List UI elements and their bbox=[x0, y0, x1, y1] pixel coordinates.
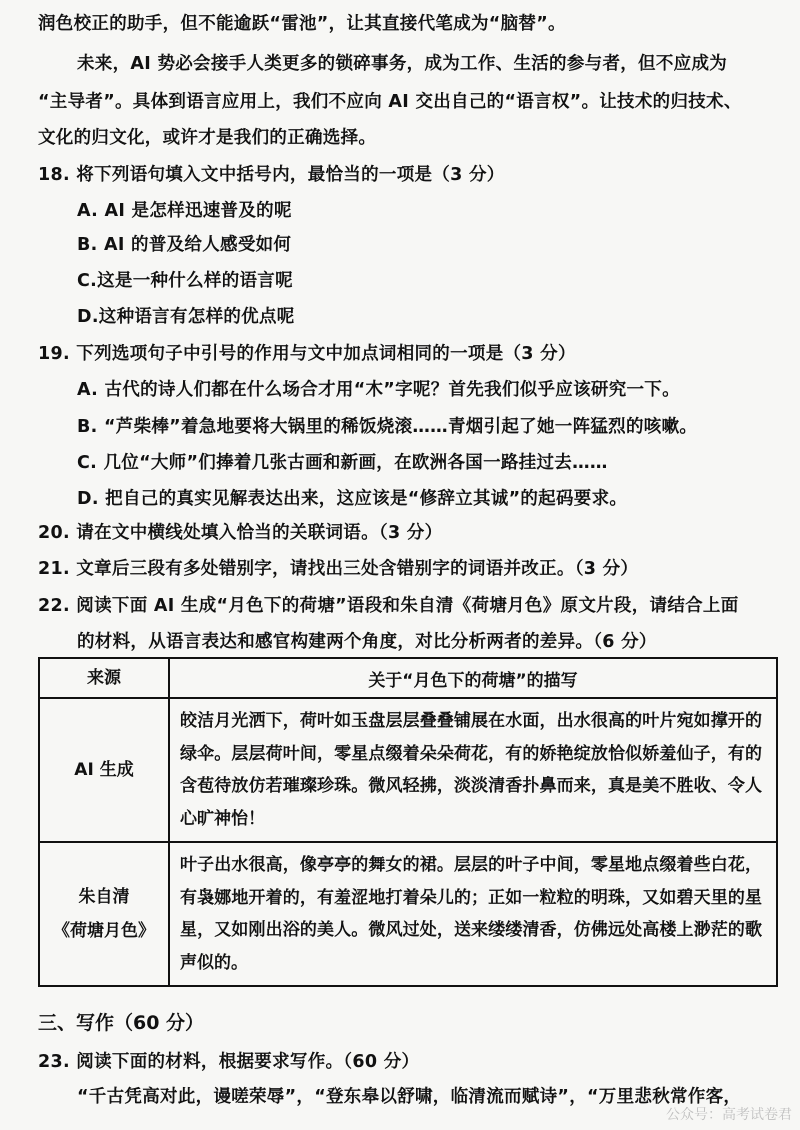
question-19-option-b: B. “芦柴棒”着急地要将大锅里的稀饭烧滚……青烟引起了她一阵猛烈的咳嗽。 bbox=[77, 417, 698, 437]
question-20-stem: 20. 请在文中横线处填入恰当的关联词语。（3 分） bbox=[38, 523, 443, 543]
source-label: AI 生成 bbox=[74, 760, 134, 780]
watermark: 公众号：高考试卷君 bbox=[666, 1107, 792, 1123]
question-23-material-line-1: “千古凭高对此，谩嗟荣辱”，“登东皋以舒啸，临清流而赋诗”，“万里悲秋常作客， bbox=[77, 1087, 742, 1107]
question-19-option-d: D. 把自己的真实见解表达出来，这应该是“修辞立其诚”的起码要求。 bbox=[77, 489, 628, 509]
table-header-description: 关于“月色下的荷塘”的描写 bbox=[169, 658, 777, 698]
table-cell-source-ai bbox=[39, 698, 169, 842]
passage-line-1: 润色校正的助手，但不能逾跃“雷池”，让其直接代笔成为“脑替”。 bbox=[38, 14, 566, 34]
question-23-stem: 23. 阅读下面的材料，根据要求写作。（60 分） bbox=[38, 1052, 420, 1072]
table-cell-text-ai: 皎洁月光洒下，荷叶如玉盘层层叠叠铺展在水面，出水很高的叶片宛如撑开的绿伞。层层荷叶间，零星点缀着朵朵荷花，有的娇艳绽放恰似娇羞仙子，有的含苞待放仿若璀璨珍珠。微风轻拂，淡淡清香扑鼻而来，真是美不胜收、令人心旷神怡！ bbox=[169, 698, 777, 842]
table-cell-source-zhu bbox=[39, 842, 169, 986]
comparison-table bbox=[38, 657, 778, 987]
passage-line-3: “主导者”。具体到语言应用上，我们不应向 AI 交出自己的“语言权”。让技术的归技术、 bbox=[38, 92, 742, 112]
question-21-stem: 21. 文章后三段有多处错别字，请找出三处含错别字的词语并改正。（3 分） bbox=[38, 559, 639, 579]
question-18-stem: 18. 将下列语句填入文中括号内，最恰当的一项是（3 分） bbox=[38, 165, 505, 185]
source-work-title: 《荷塘月色》 bbox=[53, 921, 155, 941]
question-18-option-a: A. AI 是怎样迅速普及的呢 bbox=[77, 201, 292, 221]
table-row bbox=[39, 698, 777, 842]
question-18-option-d: D.这种语言有怎样的优点呢 bbox=[77, 307, 295, 327]
section-3-title: 三、写作（60 分） bbox=[38, 1012, 205, 1034]
question-22-stem-line-2: 的材料，从语言表达和感官构建两个角度，对比分析两者的差异。（6 分） bbox=[77, 632, 657, 652]
source-author: 朱自清 bbox=[78, 887, 130, 907]
question-19-stem: 19. 下列选项句子中引号的作用与文中加点词相同的一项是（3 分） bbox=[38, 344, 576, 364]
question-18-option-c: C.这是一种什么样的语言呢 bbox=[77, 271, 293, 291]
passage-line-2: 未来，AI 势必会接手人类更多的锁碎事务，成为工作、生活的参与者，但不应成为 bbox=[77, 54, 728, 74]
table-header-source: 来源 bbox=[39, 658, 169, 698]
question-19-option-a: A. 古代的诗人们都在什么场合才用“木”字呢？首先我们似乎应该研究一下。 bbox=[77, 380, 680, 400]
question-22-stem-line-1: 22. 阅读下面 AI 生成“月色下的荷塘”语段和朱自清《荷塘月色》原文片段，请结合上面 bbox=[38, 596, 739, 616]
table-cell-text-zhu: 叶子出水很高，像亭亭的舞女的裙。层层的叶子中间，零星地点缀着些白花，有袅娜地开着的，有羞涩地打着朵儿的；正如一粒粒的明珠，又如碧天里的星星，又如刚出浴的美人。微风过处，送来缕缕清香，仿佛远处高楼上渺茫的歌声似的。 bbox=[169, 842, 777, 986]
table-row bbox=[39, 842, 777, 986]
passage-line-4: 文化的归文化，或许才是我们的正确选择。 bbox=[38, 128, 377, 148]
table-header-row bbox=[39, 658, 777, 698]
question-18-option-b: B. AI 的普及给人感受如何 bbox=[77, 235, 292, 255]
question-19-option-c: C. 几位“大师”们捧着几张古画和新画，在欧洲各国一路挂过去…… bbox=[77, 453, 608, 473]
